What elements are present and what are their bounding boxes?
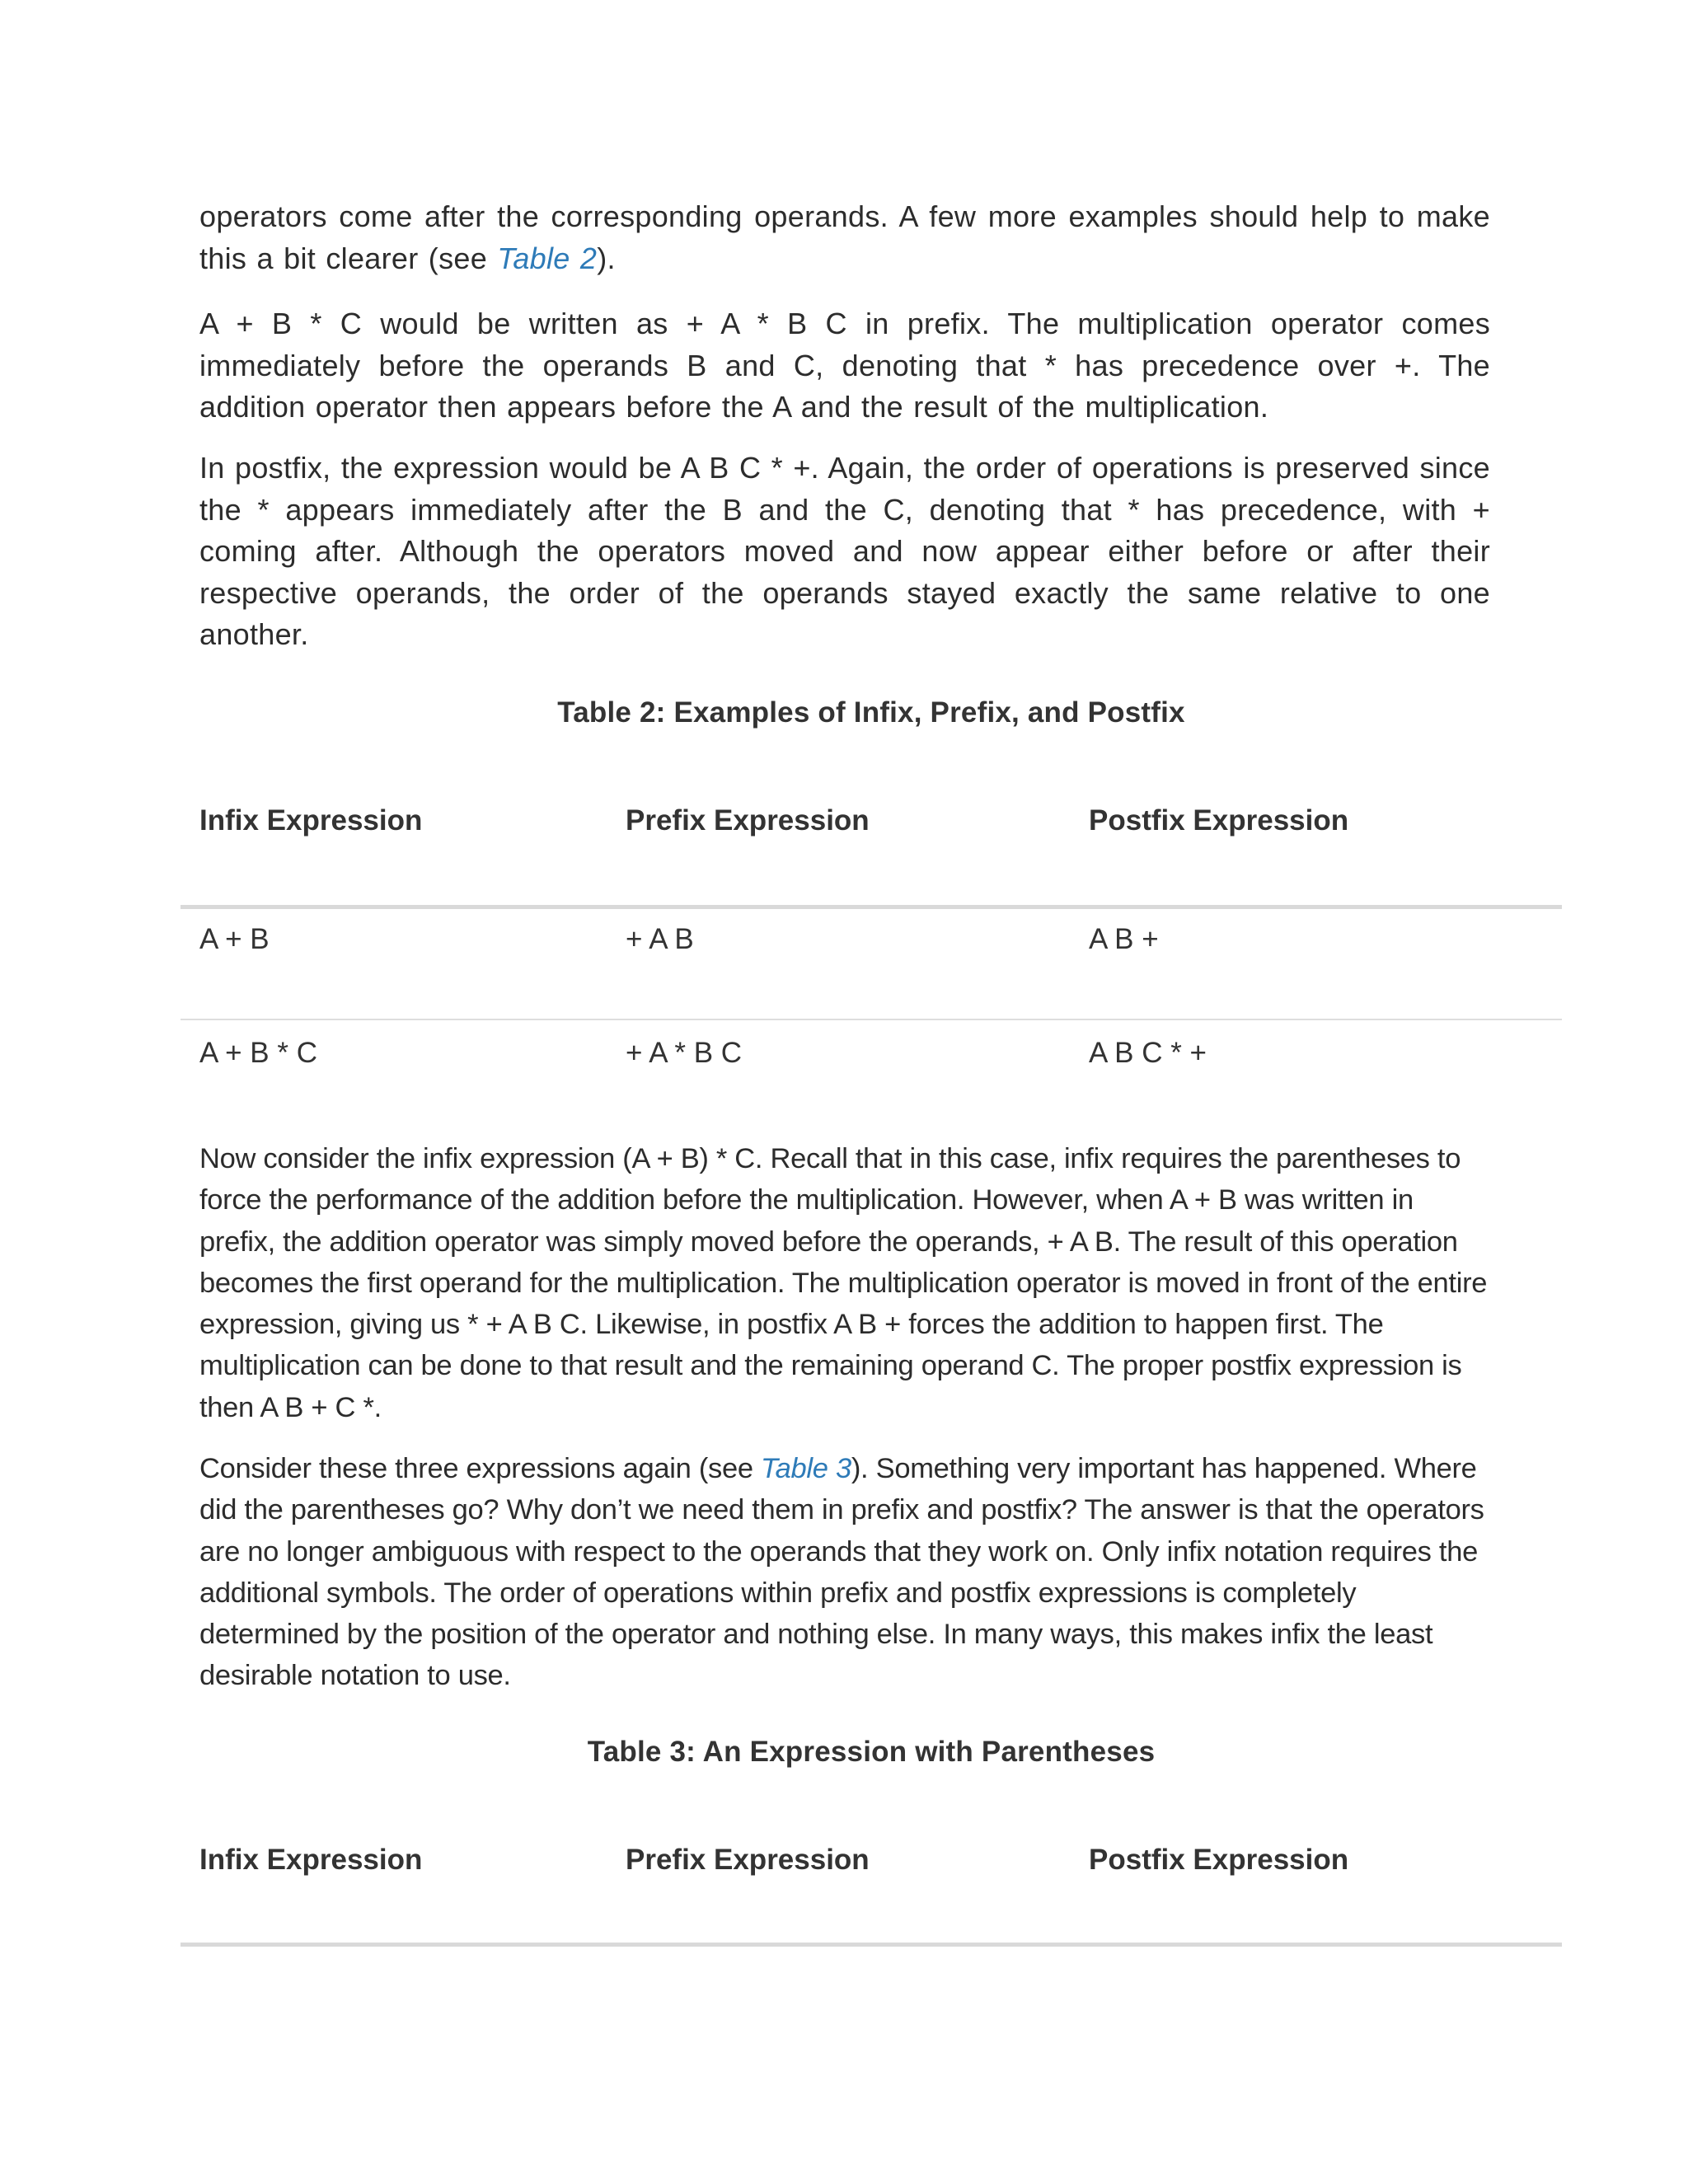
table-3-header-infix: Infix Expression bbox=[199, 1844, 423, 1876]
table-3-header-divider bbox=[181, 1943, 1562, 1947]
table-2-header-infix: Infix Expression bbox=[199, 804, 423, 837]
paragraph-text: ). bbox=[597, 241, 616, 275]
table-2-row-divider bbox=[181, 1019, 1562, 1020]
table-cell-prefix: + A * B C bbox=[626, 1037, 743, 1069]
table-cell-infix: A + B * C bbox=[199, 1037, 317, 1069]
table-cell-infix: A + B bbox=[199, 923, 270, 955]
table-3-header-postfix: Postfix Expression bbox=[1089, 1844, 1349, 1876]
table-2-header-divider bbox=[181, 905, 1562, 909]
table-2-caption: Table 2: Examples of Infix, Prefix, and Postfix bbox=[557, 696, 1185, 729]
table-cell-postfix: A B + bbox=[1089, 923, 1159, 955]
paragraph-parentheses-example: Now consider the infix expression (A + B) * C. Recall that in this case, infix requires the parentheses to force the performance of the addition before the multiplication. However, when A + B was written in prefix, the addition operator was simply moved before the operands, + A B. The result of this operation becomes the first operand for the multiplication. The multiplication operator is moved in front of the entire expression, giving us * + A B C. Likewise, in postfix A B + forces the addition to happen first. The multiplication can be done to that result and the remaining operand C. The proper postfix expression is then A B + C *. bbox=[199, 1143, 1488, 1423]
table-cell-postfix: A B C * + bbox=[1089, 1037, 1207, 1069]
table-2-link[interactable]: Table 2 bbox=[497, 241, 598, 275]
paragraph-postfix-example: In postfix, the expression would be A B C * +. Again, the order of operations is preserved since the * appears immediately after the B and the C, denoting that * has precedence, with + coming after. Although the operators moved and now appear either before or after their respective operands, the order of the operands stayed exactly the same relative to one another. bbox=[199, 451, 1490, 651]
table-2-header-postfix: Postfix Expression bbox=[1089, 804, 1349, 837]
table-3-caption: Table 3: An Expression with Parentheses bbox=[587, 1736, 1156, 1768]
paragraph-intro bbox=[199, 196, 1490, 279]
paragraph-text: Consider these three expressions again (see bbox=[199, 1453, 762, 1484]
table-3-header-prefix: Prefix Expression bbox=[626, 1844, 870, 1876]
table-cell-prefix: + A B bbox=[626, 923, 694, 955]
paragraph-text: operators come after the corresponding operands. A few more examples should help to make this a bit clearer (see bbox=[199, 199, 1490, 275]
table-3-link[interactable]: Table 3 bbox=[761, 1453, 851, 1484]
paragraph-prefix-example: A + B * C would be written as + A * B C in prefix. The multiplication operator comes immediately before the operands B and C, denoting that * has precedence over +. The addition operator then appears before the A and the result of the multiplication. bbox=[199, 307, 1490, 424]
paragraph-conclusion bbox=[199, 1448, 1490, 1697]
paragraph-text: ). Something very important has happened. Where did the parentheses go? Why don’t we need them in prefix and postfix? The answer is that the operators are no longer ambiguous with respect to the operands that they work on. Only infix notation requires the additional symbols. The order of operations within prefix and postfix expressions is completely determined by the position of the operator and nothing else. In many ways, this makes infix the least desirable notation to use. bbox=[199, 1453, 1484, 1692]
table-2-header-prefix: Prefix Expression bbox=[626, 804, 870, 837]
